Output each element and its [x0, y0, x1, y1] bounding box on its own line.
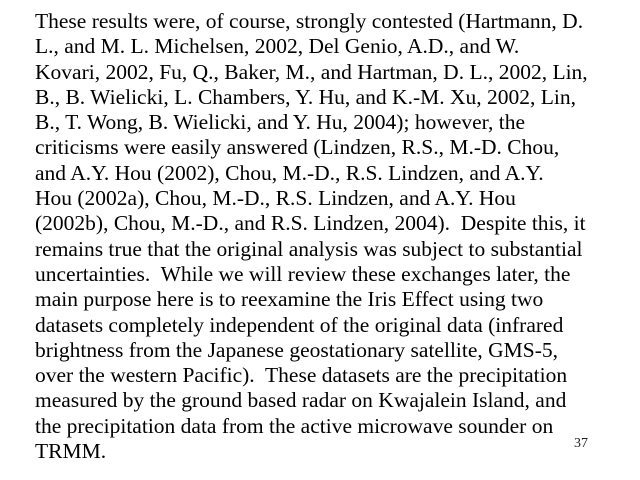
- text-line: TRMM.: [35, 439, 107, 464]
- text-line: uncertainties. While we will review these exchanges later, the: [35, 261, 571, 286]
- text-line: main purpose here is to reexamine the Iris Effect using two: [35, 287, 544, 312]
- text-line: L., and M. L. Michelsen, 2002, Del Genio, A.D., and W.: [35, 34, 520, 59]
- text-line: B., T. Wong, B. Wielicki, and Y. Hu, 2004); however, the: [35, 110, 525, 135]
- text-line: Hou (2002a), Chou, M.-D., R.S. Lindzen, and A.Y. Hou: [35, 186, 516, 211]
- text-line: remains true that the original analysis was subject to substantial: [35, 236, 583, 261]
- text-line: and A.Y. Hou (2002), Chou, M.-D., R.S. Lindzen, and A.Y.: [35, 160, 544, 185]
- text-line: brightness from the Japanese geostationary satellite, GMS-5,: [35, 337, 559, 362]
- text-line: These results were, of course, strongly contested (Hartmann, D.: [35, 9, 584, 33]
- text-line: Kovari, 2002, Fu, Q., Baker, M., and Hartman, D. L., 2002, Lin,: [35, 59, 588, 84]
- text-line: B., B. Wielicki, L. Chambers, Y. Hu, and K.-M. Xu, 2002, Lin,: [35, 84, 576, 109]
- text-line: the precipitation data from the active microwave sounder on: [35, 413, 554, 438]
- text-line: measured by the ground based radar on Kwajalein Island, and: [35, 388, 567, 413]
- text-line: datasets completely independent of the original data (infrared: [35, 312, 564, 337]
- slide-page-number: 37: [574, 436, 588, 451]
- slide-body-paragraph: [35, 9, 635, 464]
- text-line: over the western Pacific). These datasets are the precipitation: [35, 363, 568, 388]
- text-line: (2002b), Chou, M.-D., and R.S. Lindzen, 2004). Despite this, it: [35, 211, 586, 236]
- text-line: criticisms were easily answered (Lindzen, R.S., M.-D. Chou,: [35, 135, 560, 160]
